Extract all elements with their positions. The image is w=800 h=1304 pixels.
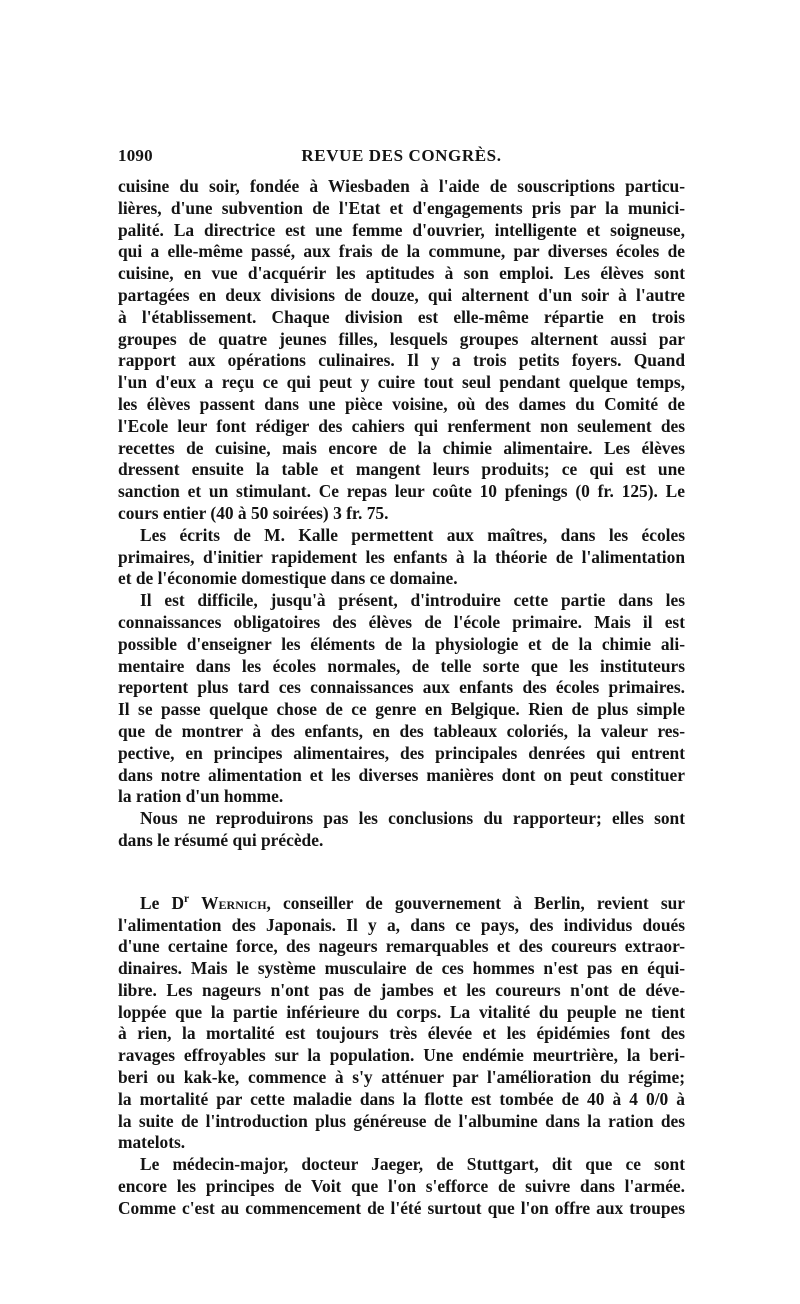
text-line: Il se passe quelque chose de ce genre en Belgique. Rien de plus simple [118,699,685,720]
text-line: dinaires. Mais le système musculaire de ces hommes n'est pas en équi- [118,958,685,979]
text-line: Comme c'est au commencement de l'été surtout que l'on offre aux troupes [118,1197,685,1218]
text-line: Les écrits de M. Kalle permettent aux maîtres, dans les écoles [140,524,685,545]
text-line: loppée que la partie inférieure du corps. La vitalité du peuple ne tient [118,1001,685,1022]
text-line: Nous ne reproduirons pas les conclusions du rapporteur; elles sont [140,808,685,829]
text-line: l'alimentation des Japonais. Il y a, dans ce pays, des individus doués [118,914,685,935]
text-line: lières, d'une subvention de l'Etat et d'engagements pris par la munici- [118,197,685,218]
author-name: Wernich [201,892,267,913]
text-line: la suite de l'introduction plus généreuse de l'albumine dans la ration des [118,1110,685,1131]
text-line: la ration d'un homme. [118,786,284,807]
text-line: les élèves passent dans une pièce voisine, où des dames du Comité de [118,393,685,414]
text-line: mentaire dans les écoles normales, de telle sorte que les instituteurs [118,655,685,676]
text-line: l'un d'eux a reçu ce qui peut y cuire tout seul pendant quelque temps, [118,372,685,393]
text-line: ravages effroyables sur la population. Une endémie meurtrière, la beri- [118,1045,685,1066]
paragraph-conclusions [118,808,685,852]
paragraph-wernich-japanese-diet [118,893,685,1155]
text-line: et de l'économie domestique dans ce domaine. [118,568,458,589]
text-line: dans le résumé qui précède. [118,829,324,850]
text-line: cuisine du soir, fondée à Wiesbaden à l'aide de souscriptions particu- [118,176,685,196]
text-line: dans notre alimentation et les diverses manières dont on peut constituer [118,764,685,785]
text-line: beri ou kak-ke, commence à s'y atténuer par l'amélioration du régime; [118,1067,685,1088]
text-line: rapport aux opérations culinaires. Il y a trois petits foyers. Quand [118,350,685,371]
text-line: sanction et un stimulant. Ce repas leur coûte 10 pfenings (0 fr. 125). Le [118,481,685,502]
text-line: primaires, d'initier rapidement les enfants à la théorie de l'alimentation [118,546,685,567]
paragraph-primary-school [118,590,685,808]
body-text [118,176,685,1220]
page-header [118,146,685,170]
paragraph-jaeger-army [118,1154,685,1219]
page-number: 1090 [118,146,153,165]
paragraph-wiesbaden-kitchen [118,176,685,525]
text-line: à rien, la mortalité est toujours très élevée et les épidémies font des [118,1023,685,1044]
text-line: recettes de cuisine, mais encore de la chimie alimentaire. Les élèves [118,437,685,458]
text-line: reportent plus tard ces connaissances aux enfants des écoles primaires. [118,677,685,698]
text-line: cuisine, en vue d'acquérir les aptitudes à son emploi. Les élèves sont [118,263,685,284]
doctor-title: Le D [140,892,184,913]
text-line: cours entier (40 à 50 soirées) 3 fr. 75. [118,502,389,523]
text-line: connaissances obligatoires des élèves de l'école primaire. Mais il est [118,611,685,632]
text-line: pective, en principes alimentaires, des principales denrées qui entrent [118,742,685,763]
text-line: matelots. [118,1132,186,1153]
text-line: possible d'enseigner les éléments de la physiologie et de la chimie ali- [118,633,685,654]
section-gap [118,852,685,893]
text-line [118,893,685,915]
text-line: à l'établissement. Chaque division est elle-même répartie en trois [118,306,685,327]
text-line: palité. La directrice est une femme d'ouvrier, intelligente et soigneuse, [118,219,685,240]
text-line: la mortalité par cette maladie dans la flotte est tombée de 40 à 4 0/0 à [118,1088,685,1109]
text-line: d'une certaine force, des nageurs remarquables et des coureurs extraor- [118,936,685,957]
text-line: l'Ecole leur font rédiger des cahiers qui renferment non seulement des [118,415,685,436]
text-line: partagées en deux divisions de douze, qui alternent d'un soir à l'autre [118,284,685,305]
text-line: Le médecin-major, docteur Jaeger, de Stuttgart, dit que ce sont [140,1154,685,1175]
text-line-rest: , conseiller de gouvernement à Berlin, revient sur [266,892,685,913]
text-line: libre. Les nageurs n'ont pas de jambes et les coureurs n'ont de déve- [118,979,685,1000]
text-line: groupes de quatre jeunes filles, lesquels groupes alternent aussi par [118,328,685,349]
text-line: Il est difficile, jusqu'à présent, d'introduire cette partie dans les [140,590,685,611]
running-head-title: REVUE DES CONGRÈS. [301,146,502,165]
doctor-title-superscript: r [184,892,190,905]
text-line: encore les principes de Voit que l'on s'efforce de suivre dans l'armée. [118,1176,685,1197]
text-line: qui a elle-même passé, aux frais de la commune, par diverses écoles de [118,241,685,262]
text-line: dressent ensuite la table et mangent leurs produits; ce qui est une [118,459,685,480]
paragraph-kalle-writings [118,525,685,590]
text-line: que de montrer à des enfants, en des tableaux coloriés, la valeur res- [118,720,685,741]
